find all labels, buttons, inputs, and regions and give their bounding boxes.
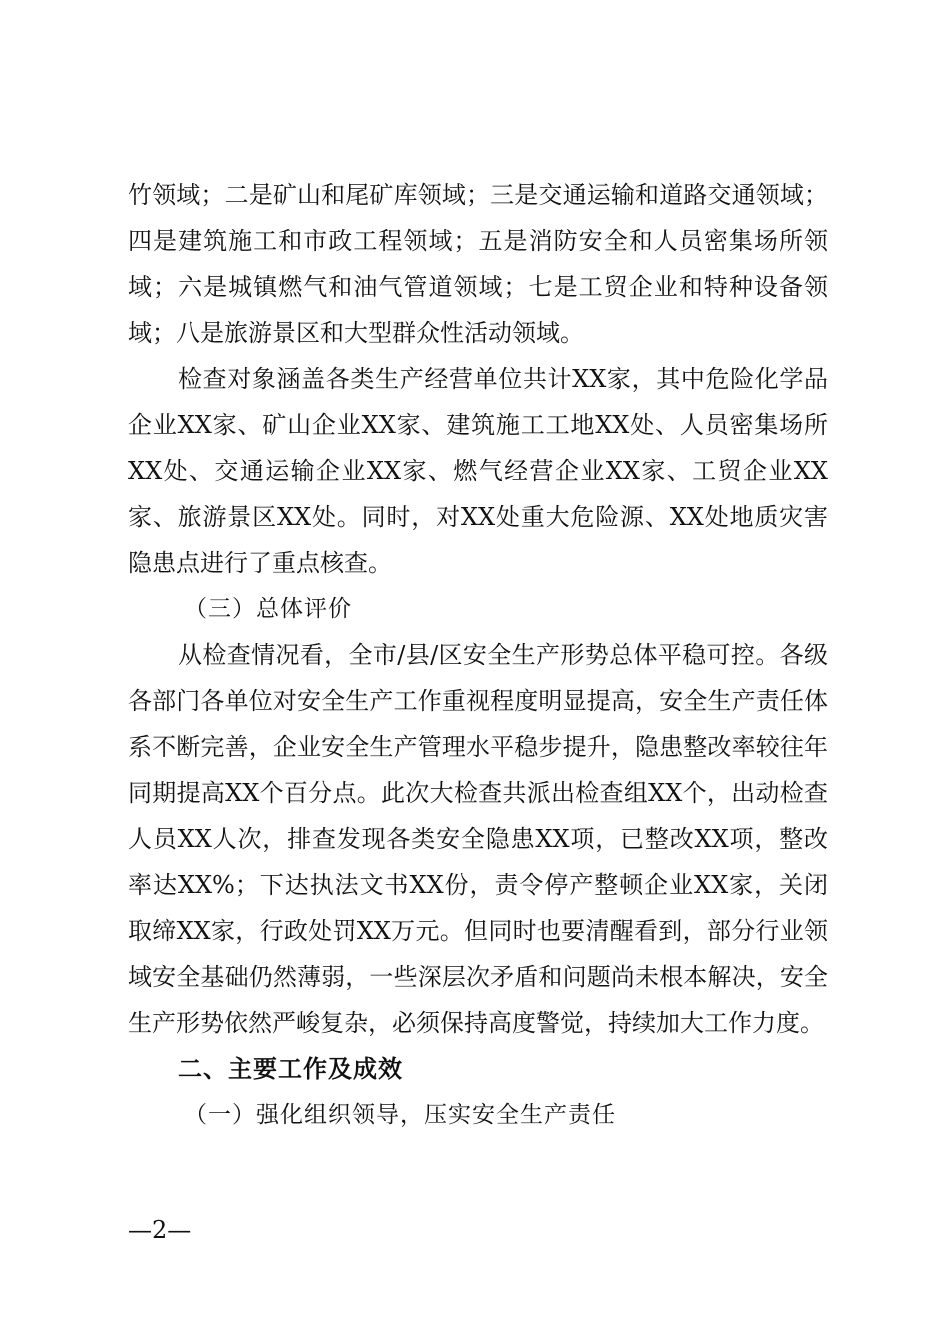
paragraph-inspection-fields: 竹领域；二是矿山和尾矿库领域；三是交通运输和道路交通领域；四是建筑施工和市政工程领域；五是消防安全和人员密集场所领域；六是城镇燃气和油气管道领域；七是工贸企业和特种设备领域；八是旅游景区和大型群众性活动领域。 xyxy=(128,181,828,347)
paragraph-overall-evaluation: 从检查情况看，全市/县/区安全生产形势总体平稳可控。各级各部门各单位对安全生产工作重视程度明显提高，安全生产责任体系不断完善，企业安全生产管理水平稳步提升，隐患整改率较往年同期提高XX个百分点。此次大检查共派出检查组XX个，出动检查人员XX人次，排查发现各类安全隐患XX项，已整改XX项，整改率达XX%；下达执法文书XX份，责令停产整顿企业XX家，关闭取缔XX家，行政处罚XX万元。但同时也要清醒看到，部分行业领域安全基础仍然薄弱，一些深层次矛盾和问题尚未根本解决，安全生产形势依然严峻复杂，必须保持高度警觉，持续加大工作力度。 xyxy=(128,641,828,1037)
document-body xyxy=(128,172,828,1138)
subheading-strengthen-leadership: （一）强化组织领导，压实安全生产责任 xyxy=(184,1102,616,1128)
section-heading-main-work: 二、主要工作及成效 xyxy=(178,1055,403,1083)
page-number: —2— xyxy=(128,1216,192,1244)
paragraph-inspection-targets: 检查对象涵盖各类生产经营单位共计XX家，其中危险化学品企业XX家、矿山企业XX家、建筑施工工地XX处、人员密集场所XX处、交通运输企业XX家、燃气经营企业XX家、工贸企业XX家、旅游景区XX处。同时，对XX处重大危险源、XX处地质灾害隐患点进行了重点核查。 xyxy=(128,365,828,577)
subheading-overall-evaluation: （三）总体评价 xyxy=(184,596,352,622)
